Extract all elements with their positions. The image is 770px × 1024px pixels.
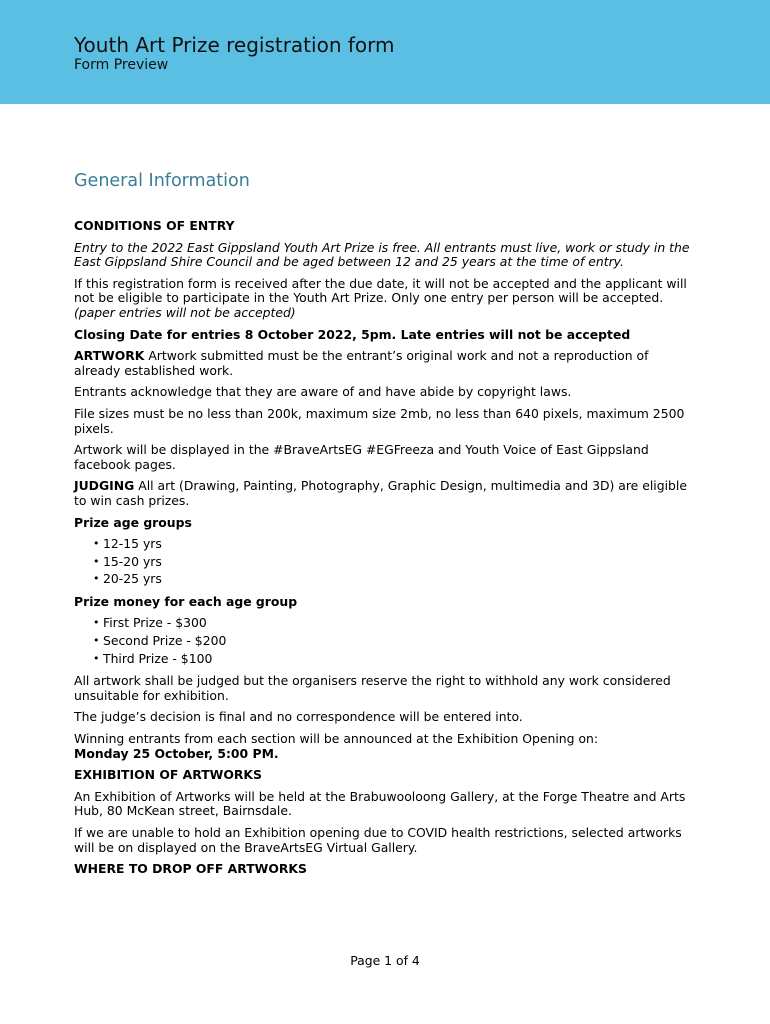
section-title: General Information xyxy=(74,171,250,191)
bullet-icon: • xyxy=(93,537,100,551)
late-paragraph xyxy=(74,277,694,321)
prize-label: Third Prize - $100 xyxy=(103,650,213,666)
prize-label: Second Prize - $200 xyxy=(103,633,227,649)
late-text: If this registration form is received after the due date, it will not be accepted and the applicant will not be eligible to participate in the Youth Art Prize. Only one entry per person will be accepted. xyxy=(74,275,687,306)
artwork-paragraph xyxy=(74,349,694,378)
prizes-list xyxy=(74,616,694,666)
artwork-label: ARTWORK xyxy=(74,348,145,364)
winning-paragraph xyxy=(74,732,694,761)
page-number: Page 1 of 4 xyxy=(350,953,420,968)
display-paragraph: Artwork will be displayed in the #BraveArtsEG #EGFreeza and Youth Voice of East Gippsland facebook pages. xyxy=(74,442,649,472)
form-content xyxy=(74,219,694,884)
list-item xyxy=(74,572,694,587)
age-group-label: 15-20 yrs xyxy=(103,553,162,569)
bullet-icon: • xyxy=(93,634,100,648)
form-title: Youth Art Prize registration form xyxy=(74,33,395,57)
covid-paragraph: If we are unable to hold an Exhibition opening due to COVID health restrictions, selected artworks will be on displayed on the BraveArtsEG Virtual Gallery. xyxy=(74,825,682,855)
list-item xyxy=(74,634,694,649)
bullet-icon: • xyxy=(93,554,100,568)
age-groups-heading: Prize age groups xyxy=(74,514,192,530)
winning-date: Monday 25 October, 5:00 PM. xyxy=(74,745,279,761)
bullet-icon: • xyxy=(93,651,100,665)
judging-label: JUDGING xyxy=(74,478,135,494)
prize-label: First Prize - $300 xyxy=(103,615,207,631)
age-groups-list xyxy=(74,537,694,587)
copyright-paragraph: Entrants acknowledge that they are aware of and have abide by copyright laws. xyxy=(74,384,572,400)
exhibition-heading: EXHIBITION OF ARTWORKS xyxy=(74,767,262,783)
age-group-label: 20-25 yrs xyxy=(103,571,162,587)
form-subtitle: Form Preview xyxy=(74,57,169,73)
bullet-icon: • xyxy=(93,572,100,586)
judged-paragraph: All artwork shall be judged but the organisers reserve the right to withhold any work considered unsuitable for exhibition. xyxy=(74,673,671,703)
age-group-label: 12-15 yrs xyxy=(103,536,162,552)
exhibition-paragraph: An Exhibition of Artworks will be held at the Brabuwooloong Gallery, at the Forge Theatre and Arts Hub, 80 McKean street, Bairnsdale. xyxy=(74,788,686,819)
header-banner xyxy=(0,0,770,104)
list-item xyxy=(74,537,694,552)
dropoff-heading: WHERE TO DROP OFF ARTWORKS xyxy=(74,861,307,877)
prize-money-heading: Prize money for each age group xyxy=(74,593,298,609)
conditions-heading: CONDITIONS OF ENTRY xyxy=(74,218,235,233)
closing-date: Closing Date for entries 8 October 2022, 5pm. Late entries will not be accepted xyxy=(74,326,631,342)
judging-paragraph xyxy=(74,479,694,508)
entry-paragraph: Entry to the 2022 East Gippsland Youth Art Prize is free. All entrants must live, work or study in the East Gippsland Shire Council and be aged between 12 and 25 years at the time of entry. xyxy=(74,239,690,270)
list-item xyxy=(74,652,694,667)
artwork-text: Artwork submitted must be the entrant’s original work and not a reproduction of already established work. xyxy=(74,348,649,378)
bullet-icon: • xyxy=(93,616,100,630)
file-size-paragraph: File sizes must be no less than 200k, maximum size 2mb, no less than 640 pixels, maximum 2500 pixels. xyxy=(74,405,685,436)
late-text-italic: (paper entries will not be accepted) xyxy=(74,304,296,320)
list-item xyxy=(74,616,694,631)
winning-text: Winning entrants from each section will be announced at the Exhibition Opening on: xyxy=(74,731,599,747)
judge-final-paragraph: The judge’s decision is final and no correspondence will be entered into. xyxy=(74,709,523,725)
list-item xyxy=(74,555,694,570)
judging-text: All art (Drawing, Painting, Photography, Graphic Design, multimedia and 3D) are eligible to win cash prizes. xyxy=(74,478,687,508)
